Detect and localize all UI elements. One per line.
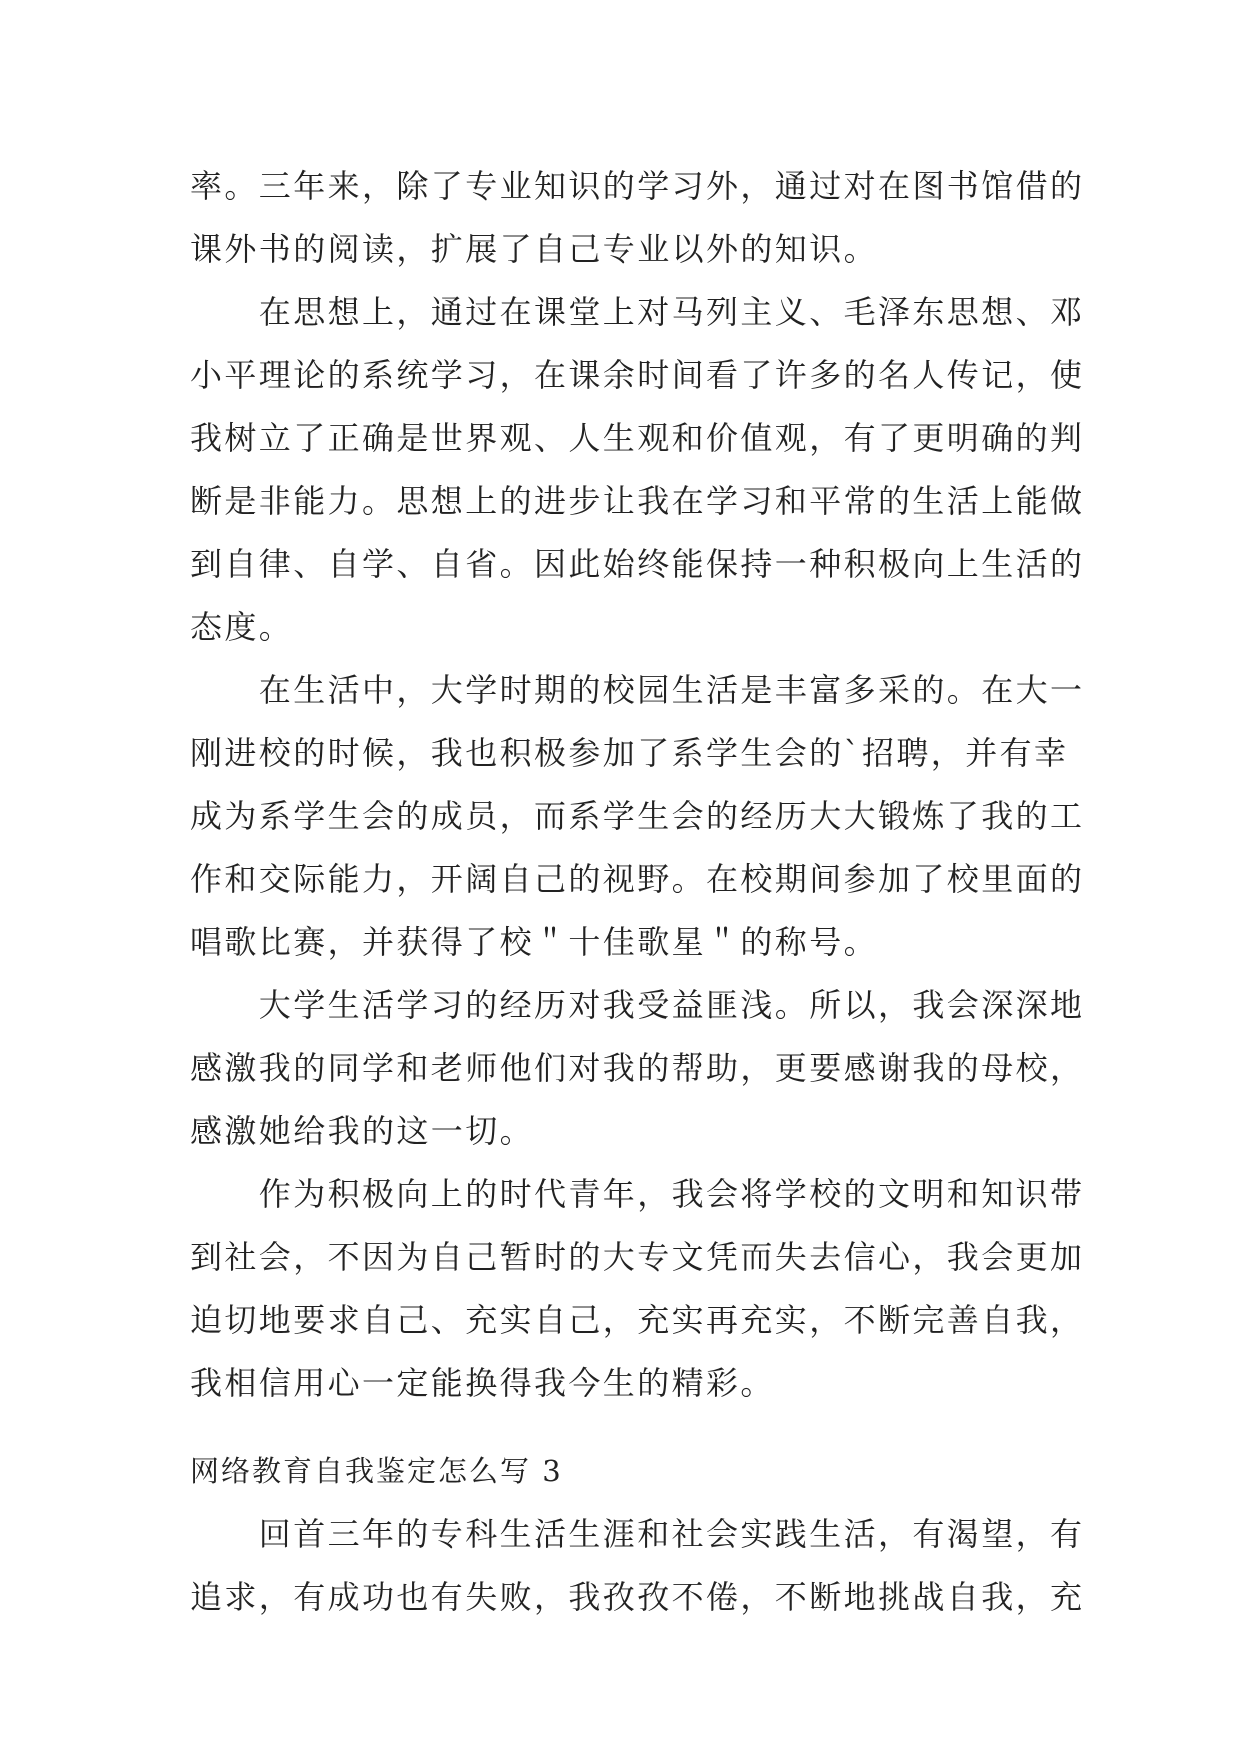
paragraph: [190, 974, 1085, 1163]
paragraph: [190, 1503, 1085, 1629]
text-line: 态度。: [190, 608, 294, 646]
paragraph: [190, 155, 1085, 281]
text-line: 追求，有成功也有失败，我孜孜不倦，不断地挑战自我，充: [190, 1578, 1085, 1616]
text-line: 我树立了正确是世界观、人生观和价值观，有了更明确的判: [190, 419, 1085, 457]
text-line: 唱歌比赛，并获得了校＂十佳歌星＂的称号。: [190, 923, 879, 961]
text-line: 刚进校的时候，我也积极参加了系学生会的`招聘，并有幸: [190, 734, 1069, 772]
text-line: 课外书的阅读，扩展了自己专业以外的知识。: [190, 230, 879, 268]
paragraph: [190, 281, 1085, 659]
text-line: 成为系学生会的成员，而系学生会的经历大大锻炼了我的工: [190, 797, 1085, 835]
text-line: 率。三年来，除了专业知识的学习外，通过对在图书馆借的: [190, 167, 1085, 205]
text-line: 到社会，不因为自己暂时的大专文凭而失去信心，我会更加: [190, 1238, 1085, 1276]
text-line: 回首三年的专科生活生涯和社会实践生活，有渴望，有: [190, 1515, 1085, 1553]
text-line: 断是非能力。思想上的进步让我在学习和平常的生活上能做: [190, 482, 1085, 520]
text-line: 感激她给我的这一切。: [190, 1112, 535, 1150]
document-body: [190, 155, 1085, 1629]
text-line: 大学生活学习的经历对我受益匪浅。所以，我会深深地: [190, 986, 1085, 1024]
text-line: 小平理论的系统学习，在课余时间看了许多的名人传记，使: [190, 356, 1085, 394]
text-line: 在思想上，通过在课堂上对马列主义、毛泽东思想、邓: [190, 293, 1085, 331]
text-line: 感激我的同学和老师他们对我的帮助，更要感谢我的母校，: [190, 1049, 1085, 1087]
section-heading: 网络教育自我鉴定怎么写 3: [190, 1454, 563, 1488]
text-line: 迫切地要求自己、充实自己，充实再充实，不断完善自我，: [190, 1301, 1085, 1339]
text-line: 作和交际能力，开阔自己的视野。在校期间参加了校里面的: [190, 860, 1085, 898]
text-line: 作为积极向上的时代青年，我会将学校的文明和知识带: [190, 1175, 1085, 1213]
text-line: 到自律、自学、自省。因此始终能保持一种积极向上生活的: [190, 545, 1085, 583]
paragraph: [190, 659, 1085, 974]
text-line: 在生活中，大学时期的校园生活是丰富多采的。在大一: [190, 671, 1085, 709]
text-line: 我相信用心一定能换得我今生的精彩。: [190, 1364, 775, 1402]
paragraph: [190, 1163, 1085, 1415]
